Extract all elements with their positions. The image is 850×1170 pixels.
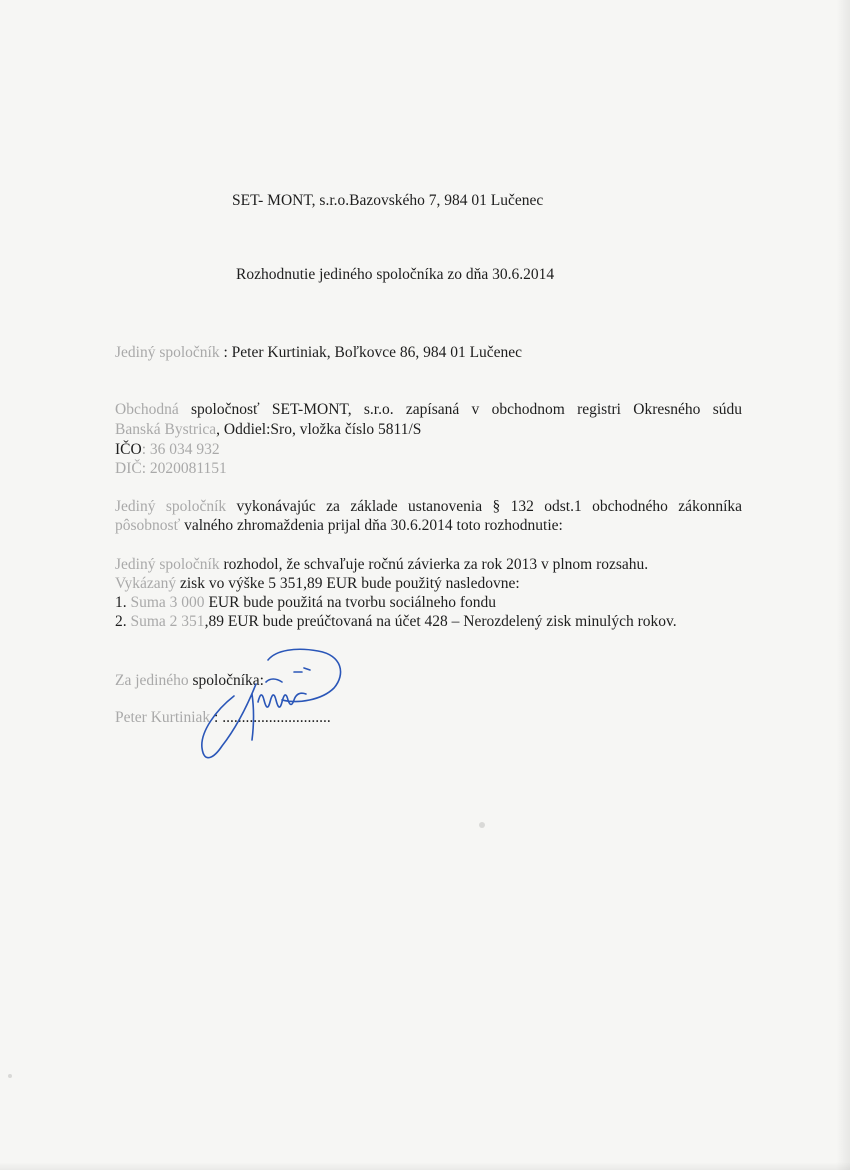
decision-item-2-rest: ,89 EUR bude preúčtovaná na účet 428 – Nerozdelený zisk minulých rokov. (204, 613, 677, 630)
partner-line-value: : Peter Kurtiniak, Boľkovce 86, 984 01 Lučenec (219, 344, 523, 361)
signature-name-faded: Peter Kurtiniak (115, 709, 211, 726)
decision-item-1-number: 1. (115, 594, 127, 611)
paragraph1-line1-rest: vykonávajúc za základe ustanovenia § 132 odst.1 obchodného zákonníka (226, 498, 743, 515)
signature-name-rest: : ............................ (210, 709, 331, 726)
paper-speck (8, 1074, 12, 1078)
decision-line1-rest: rozhodol, že schvaľuje ročnú závierka za rok 2013 v plnom rozsahu. (219, 556, 649, 573)
ico-line (115, 440, 220, 460)
signature-for-label-rest: spoločníka: (188, 672, 264, 689)
paragraph1-line1 (115, 497, 742, 517)
decision-line1-prefix: Jediný spoločník (115, 556, 220, 573)
company-info-line1 (115, 400, 742, 420)
partner-line-label: Jediný spoločník (115, 344, 220, 361)
decision-line2-prefix: Vykázaný (115, 575, 177, 592)
decision-item-2 (115, 612, 677, 632)
decision-item-1-rest: EUR bude použitá na tvorbu sociálneho fondu (204, 594, 496, 611)
decision-item-1 (115, 593, 496, 613)
decision-item-2-number: 2. (115, 613, 127, 630)
decision-line2-rest: zisk vo výške 5 351,89 EUR bude použitý nasledovne: (176, 575, 520, 592)
paragraph1-line2-prefix: pôsobnosť (115, 517, 181, 534)
partner-line (115, 343, 522, 363)
decision-item-2-faded: Suma 2 351 (130, 613, 205, 630)
document-title: Rozhodnutie jediného spoločníka zo dňa 30.6.2014 (236, 266, 555, 283)
company-info-line1-rest: spoločnosť SET-MONT, s.r.o. zapísaná v obchodnom registri Okresného súdu (178, 401, 742, 418)
decision-line2 (115, 574, 520, 594)
decision-item-1-faded: Suma 3 000 (130, 594, 205, 611)
paragraph1-line1-prefix: Jediný spoločník (115, 498, 227, 515)
page-edge-shadow (836, 0, 850, 1170)
ico-value: : 36 034 932 (141, 441, 220, 458)
signature-for-label-faded: Za jediného (115, 672, 189, 689)
company-header: SET- MONT, s.r.o.Bazovského 7, 984 01 Lučenec (232, 192, 544, 209)
company-info-line1-prefix: Obchodná (115, 401, 179, 418)
handwritten-signature (196, 648, 356, 764)
dic-line: DIČ: 2020081151 (115, 460, 227, 477)
paper-speck (479, 822, 485, 828)
ico-label: IČO (115, 441, 142, 458)
company-info-line2-prefix: Banská Bystrica (115, 421, 217, 438)
decision-line1 (115, 555, 648, 575)
paragraph1-line2 (115, 516, 563, 536)
page-bottom-shadow (0, 1162, 850, 1170)
company-info-line2-rest: , Oddiel:Sro, vložka číslo 5811/S (216, 421, 422, 438)
company-info-line2 (115, 420, 421, 440)
paragraph1-line2-rest: valného zhromaždenia prijal dňa 30.6.2014 toto rozhodnutie: (180, 517, 563, 534)
